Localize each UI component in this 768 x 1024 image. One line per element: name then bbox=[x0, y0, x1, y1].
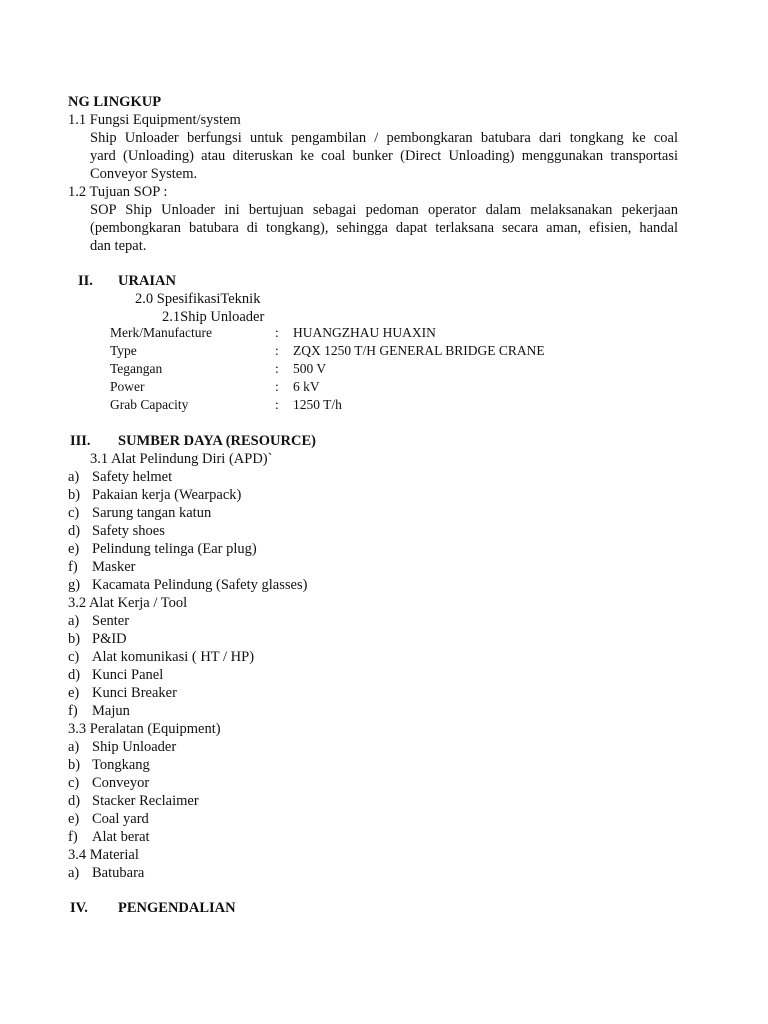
section-4-title: PENGENDALIAN bbox=[118, 900, 236, 916]
list-item: Senter bbox=[92, 613, 130, 629]
list-item: Kunci Panel bbox=[92, 667, 164, 683]
paragraph-1-2-line: SOP Ship Unloader ini bertujuan sebagai pedoman operator dalam melaksanakan pekerjaan bbox=[90, 202, 678, 218]
list-marker: f) bbox=[68, 829, 78, 845]
spec-separator: : bbox=[275, 379, 279, 394]
list-marker: b) bbox=[68, 631, 81, 647]
paragraph-1-1-line: Ship Unloader berfungsi untuk pengambilan / pembongkaran batubara dari tongkang ke coal bbox=[90, 130, 678, 146]
spec-label: Type bbox=[110, 343, 137, 358]
list-item: Batubara bbox=[92, 865, 145, 881]
list-item: Pelindung telinga (Ear plug) bbox=[92, 541, 257, 557]
list-item: Safety helmet bbox=[92, 469, 173, 485]
section-4-numeral: IV. bbox=[70, 900, 88, 916]
subsection-3-3-title: 3.3 Peralatan (Equipment) bbox=[68, 721, 221, 737]
subsection-1-1-title: 1.1 Fungsi Equipment/system bbox=[68, 112, 241, 128]
list-item: Conveyor bbox=[92, 775, 150, 791]
section-2-numeral: II. bbox=[78, 273, 93, 289]
spec-value: 500 V bbox=[293, 361, 327, 376]
subsection-3-2-title: 3.2 Alat Kerja / Tool bbox=[68, 595, 188, 611]
list-marker: c) bbox=[68, 505, 80, 521]
list-item: Tongkang bbox=[92, 757, 150, 773]
list-item: Masker bbox=[92, 559, 136, 575]
list-marker: e) bbox=[68, 811, 80, 827]
paragraph-1-2-line: dan tepat. bbox=[90, 238, 147, 254]
list-marker: b) bbox=[68, 487, 81, 503]
list-item: Alat komunikasi ( HT / HP) bbox=[92, 649, 255, 665]
subsection-2-0-title: 2.0 SpesifikasiTeknik bbox=[135, 291, 261, 307]
list-item: Majun bbox=[92, 703, 130, 719]
spec-separator: : bbox=[275, 397, 279, 412]
paragraph-1-2-line: (pembongkaran batubara di tongkang), sehingga dapat terlaksana secara aman, efisien, handal bbox=[90, 220, 678, 236]
list-marker: c) bbox=[68, 649, 80, 665]
list-marker: e) bbox=[68, 541, 80, 557]
list-item: Stacker Reclaimer bbox=[92, 793, 199, 809]
subsection-1-2-title: 1.2 Tujuan SOP : bbox=[68, 184, 168, 200]
subsection-3-4-title: 3.4 Material bbox=[68, 847, 139, 863]
spec-separator: : bbox=[275, 361, 279, 376]
list-marker: a) bbox=[68, 469, 80, 485]
list-item: Kacamata Pelindung (Safety glasses) bbox=[92, 577, 308, 593]
section-3-numeral: III. bbox=[70, 433, 91, 449]
list-item: Alat berat bbox=[92, 829, 150, 845]
list-item: Safety shoes bbox=[92, 523, 165, 539]
list-marker: g) bbox=[68, 577, 81, 593]
spec-value: HUANGZHAU HUAXIN bbox=[293, 325, 436, 340]
list-item: Kunci Breaker bbox=[92, 685, 177, 701]
subsection-3-1-title: 3.1 Alat Pelindung Diri (APD)` bbox=[90, 451, 273, 467]
list-item: P&ID bbox=[92, 631, 127, 647]
spec-value: 6 kV bbox=[293, 379, 320, 394]
list-marker: f) bbox=[68, 703, 78, 719]
section-1-heading: NG LINGKUP bbox=[68, 94, 162, 110]
spec-value: ZQX 1250 T/H GENERAL BRIDGE CRANE bbox=[293, 343, 545, 358]
paragraph-1-1-line: yard (Unloading) atau diteruskan ke coal bunker (Direct Unloading) menggunakan transportasi bbox=[90, 148, 678, 164]
list-marker: e) bbox=[68, 685, 80, 701]
list-marker: a) bbox=[68, 613, 80, 629]
spec-value: 1250 T/h bbox=[293, 397, 342, 412]
list-item: Ship Unloader bbox=[92, 739, 177, 755]
spec-label: Tegangan bbox=[110, 361, 163, 376]
list-marker: c) bbox=[68, 775, 80, 791]
list-marker: f) bbox=[68, 559, 78, 575]
section-3-title: SUMBER DAYA (RESOURCE) bbox=[118, 433, 316, 449]
subsection-2-1-title: 2.1Ship Unloader bbox=[162, 309, 265, 325]
spec-label: Merk/Manufacture bbox=[110, 325, 212, 340]
paragraph-1-1-line: Conveyor System. bbox=[90, 166, 198, 182]
list-marker: d) bbox=[68, 667, 81, 683]
list-item: Sarung tangan katun bbox=[92, 505, 212, 521]
spec-label: Power bbox=[110, 379, 145, 394]
list-marker: a) bbox=[68, 739, 80, 755]
list-marker: a) bbox=[68, 865, 80, 881]
list-marker: d) bbox=[68, 523, 81, 539]
list-item: Pakaian kerja (Wearpack) bbox=[92, 487, 242, 503]
spec-label: Grab Capacity bbox=[110, 397, 189, 412]
list-marker: d) bbox=[68, 793, 81, 809]
spec-separator: : bbox=[275, 325, 279, 340]
list-marker: b) bbox=[68, 757, 81, 773]
list-item: Coal yard bbox=[92, 811, 149, 827]
spec-separator: : bbox=[275, 343, 279, 358]
section-2-title: URAIAN bbox=[118, 273, 176, 289]
